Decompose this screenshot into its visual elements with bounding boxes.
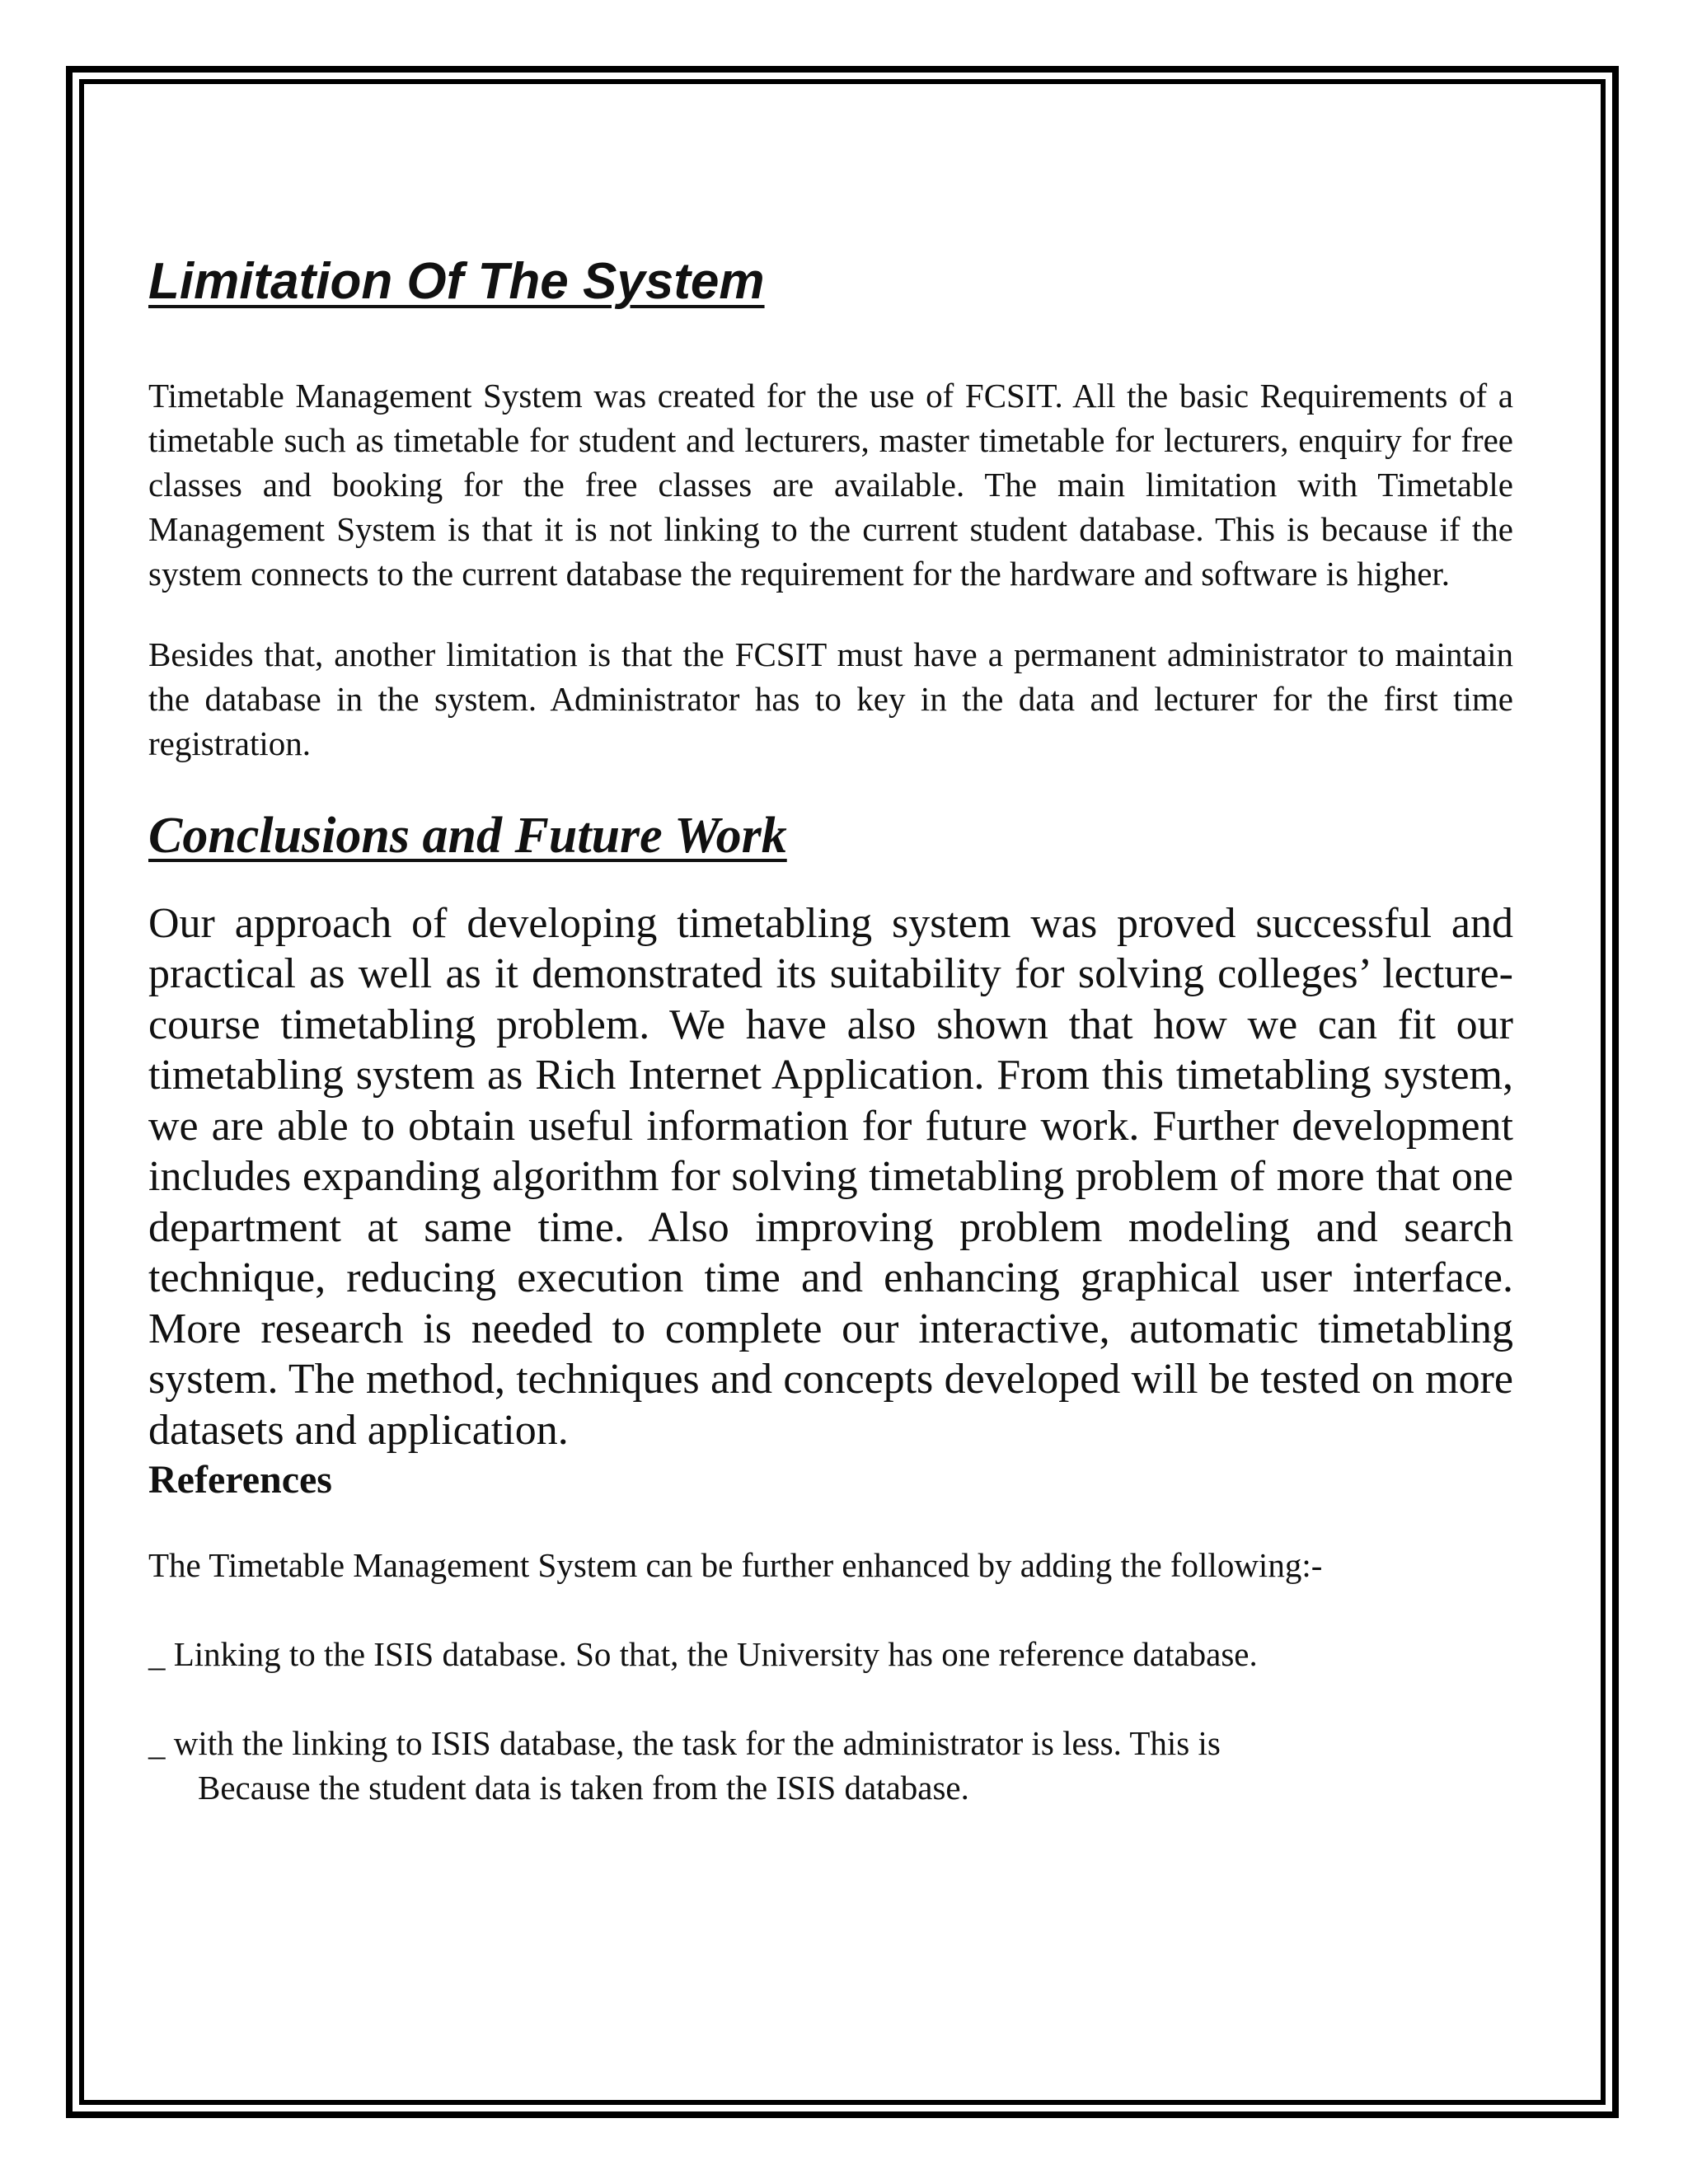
limitation-heading: Limitation Of The System	[148, 253, 765, 310]
reference-bullet-1-text: _ Linking to the ISIS database. So that, the University has one reference database.	[148, 1635, 1258, 1674]
limitation-paragraph-1: Timetable Management System was created for the use of FCSIT. All the basic Requirements of a timetable such as timetable for student and lecturers, master timetable for lecturers, enquiry for free classes and booking for the free classes are available. The main limitation with Timetable Management System is that it is not linking to the current student database. This is because if the system connects to the current database the requirement for the hardware and software is higher.	[148, 377, 1513, 593]
conclusions-paragraph: Our approach of developing timetabling system was proved successful and practical as well as it demonstrated its suitability for solving colleges’ lecture-course timetabling problem. We have also shown that how we can fit our timetabling system as Rich Internet Application. From this timetabling system, we are able to obtain useful information for future work. Further development includes expanding algorithm for solving timetabling problem of more that one department at same time. Also improving problem modeling and search technique, reducing execution time and enhancing graphical user interface. More research is needed to complete our interactive, automatic timetabling system. The method, techniques and concepts developed will be tested on more datasets and application.	[148, 899, 1513, 1454]
reference-bullet-1	[148, 1632, 1513, 1676]
limitation-paragraph-2: Besides that, another limitation is that the FCSIT must have a permanent administrator to maintain the database in the system. Administrator has to key in the data and lecturer for the first time registration.	[148, 635, 1513, 763]
reference-bullet-2-text: _ with the linking to ISIS database, the task for the administrator is less. This is	[148, 1724, 1221, 1763]
references-heading: References	[148, 1458, 332, 1502]
reference-bullet-2-continuation: Because the student data is taken from the ISIS database.	[198, 1769, 969, 1807]
page-content	[148, 251, 1513, 1810]
references-intro: The Timetable Management System can be further enhanced by adding the following:-	[148, 1546, 1323, 1585]
reference-bullet-2	[148, 1721, 1513, 1810]
conclusions-heading: Conclusions and Future Work	[148, 808, 787, 865]
